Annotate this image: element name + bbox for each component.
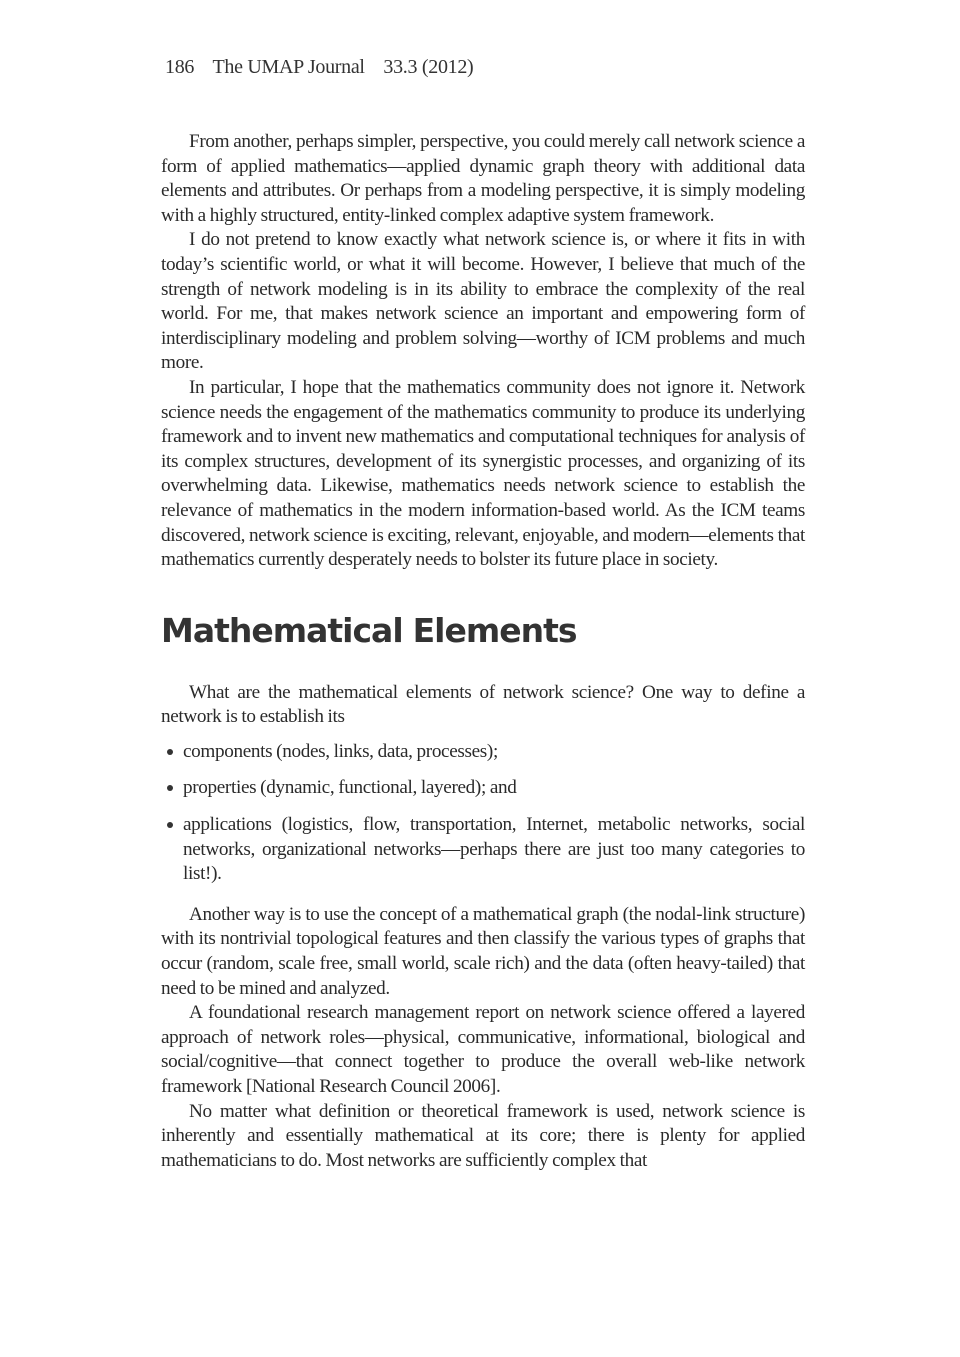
list-item [161, 740, 805, 765]
body-text [161, 130, 805, 1173]
list-item-text: properties (dynamic, functional, layered); and [183, 777, 517, 799]
list-item-text: applications (logistics, flow, transportation, Internet, metabolic networks, social networks, organizational networks—perhaps there are just too many categories to list!). [183, 814, 805, 885]
paragraph: A foundational research management report on network science offered a layered approach of network roles—physical, communicative, informational, biological and social/cognitive—that connect together to produce the overall web-like network framework [National Research Council 2006]. [161, 1002, 805, 1097]
bullet-icon [167, 749, 173, 755]
journal-title: The UMAP Journal [212, 56, 365, 78]
list-item [161, 813, 805, 887]
paragraph: I do not pretend to know exactly what network science is, or where it fits in with today’s scientific world, or what it will become. However, I believe that much of the strength of network modeling is in its ability to embrace the complexity of the real world. For me, that makes network science an important and empowering form of interdisciplinary modeling and problem solving—worthy of ICM problems and much more. [161, 229, 805, 374]
paragraph: In particular, I hope that the mathematics community does not ignore it. Network science needs the engagement of the mathematics community to produce its underlying framework and to invent new mathematics and computational techniques for analysis of its complex structures, development of its synergistic processes, and organizing of its overwhelming data. Likewise, mathematics needs network science to establish the relevance of mathematics in the modern information-based world. As the ICM teams discovered, network science is exciting, relevant, enjoyable, and modern—elements that mathematics currently desperately needs to bolster its future place in society. [161, 376, 805, 571]
journal-issue: 33.3 (2012) [383, 56, 474, 78]
running-head [165, 56, 487, 79]
paragraph: From another, perhaps simpler, perspective, you could merely call network science a form of applied mathematics—applied dynamic graph theory with additional data elements and attributes. Or perhaps from a modeling perspective, it is simply modeling with a highly structured, entity-linked complex adaptive system framework. [161, 131, 805, 226]
bullet-icon [167, 785, 173, 791]
section-heading: Mathematical Elements [161, 610, 577, 650]
list-item [161, 776, 805, 801]
paragraph: No matter what definition or theoretical framework is used, network science is inherently and essentially mathematical at its core; there is plenty for applied mathematicians to do. Most networks are sufficiently complex that [161, 1100, 805, 1171]
paragraph: What are the mathematical elements of network science? One way to define a network is to establish its [161, 681, 805, 728]
bullet-list [161, 740, 805, 887]
bullet-icon [167, 822, 173, 828]
paragraph: Another way is to use the concept of a mathematical graph (the nodal-link structure) with its nontrivial topological features and then classify the various types of graphs that occur (random, scale free, small world, scale rich) and the data (often heavy-tailed) that need to be mined and analyzed. [161, 903, 805, 999]
list-item-text: components (nodes, links, data, processes); [183, 740, 498, 762]
page-number: 186 [165, 56, 195, 78]
